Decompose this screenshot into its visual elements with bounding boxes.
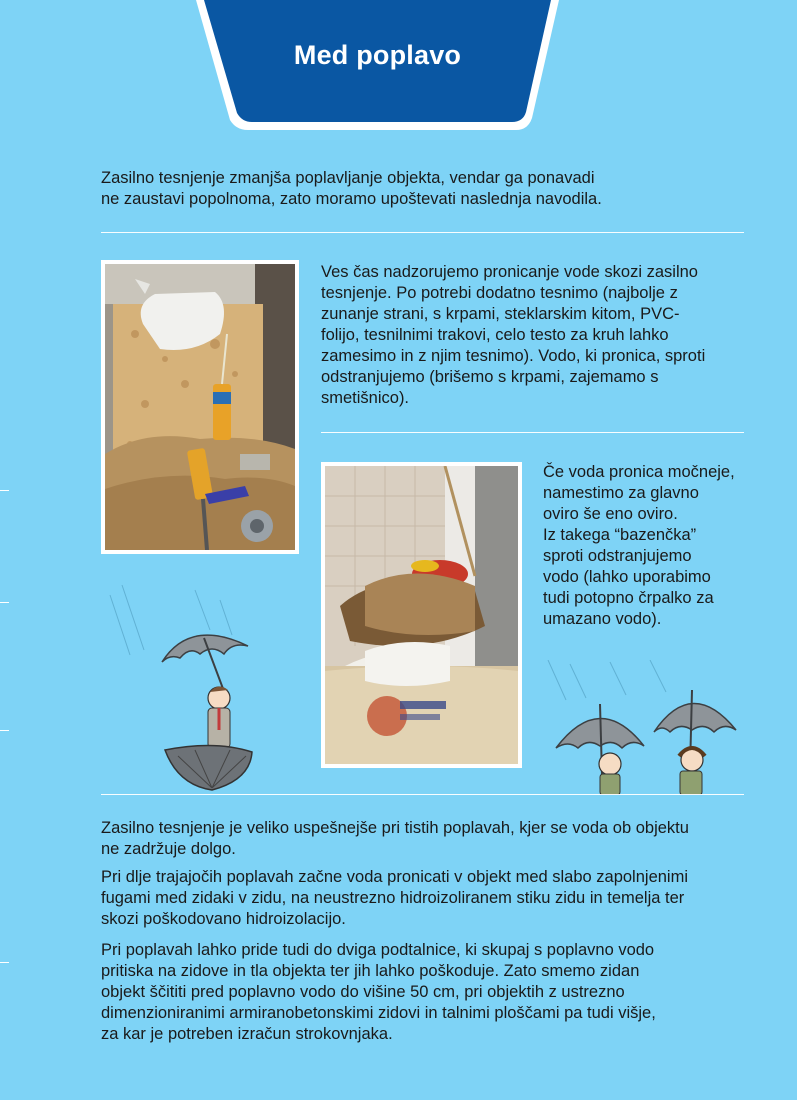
photo-secondary-barrier [321,462,522,768]
intro-line-2: ne zaustavi popolnoma, zato moramo upoštevati naslednja navodila. [101,190,602,208]
edge-mark [0,730,9,731]
section1-line: smetišnico). [321,389,410,407]
section1-line: tesnjenje. Po potrebi dodatno tesnimo (najbolje z [321,284,678,302]
photo-sandbags-sealant [101,260,299,554]
section2-line: Iz takega “bazenčka” [543,526,697,544]
page-title: Med poplavo [293,40,462,70]
bottom-p2-line: Pri dlje trajajočih poplavah začne voda pronicati v objekt med slabo zapolnjenimi [101,868,688,886]
section2-line: umazano vodo). [543,610,662,628]
bottom-p3-line: Pri poplavah lahko pride tudi do dviga podtalnice, ki skupaj s poplavno vodo [101,941,655,959]
bottom-p3-line: za kar je potreben izračun strokovnjaka. [101,1025,393,1043]
bottom-p3-line: objekt ščititi pred poplavno vodo do višine 50 cm, pri objektih z ustrezno [101,983,625,1001]
section1-line: zamesimo in z njim tesnimo). Vodo, ki pronica, sproti [321,347,706,365]
section2-line: vodo (lahko uporabimo [543,568,711,586]
bottom-p1-line: ne zadržuje dolgo. [101,840,236,858]
man-umbrella-illustration [100,580,260,795]
bottom-p2-line: fugami med zidaki v zidu, na neustrezno hidroizoliranem stiku zidu in temelja ter [101,889,685,907]
section2-line: namestimo za glavno [543,484,699,502]
section1-line: odstranjujemo (brišemo s krpami, zajemamo s [321,368,659,386]
section1-line: folijo, tesnilnimi trakovi, celo testo za kruh lahko [321,326,669,344]
bottom-p3-line: pritiska na zidove in tla objekta ter jih lahko poškoduje. Zato smemo zidan [101,962,640,980]
bottom-p3-line: dimenzioniranimi armiranobetonskimi zidovi in talnimi ploščami pa tudi višje, [101,1004,656,1022]
section2-line: Če voda pronica močneje, [543,463,735,481]
section2-line: oviro še eno oviro. [543,505,678,523]
edge-mark [0,602,9,603]
couple-umbrellas-illustration [540,660,745,795]
divider-top [101,232,744,233]
edge-mark [0,490,9,491]
bottom-p1-line: Zasilno tesnjenje je veliko uspešnejše pri tistih poplavah, kjer se voda ob objektu [101,819,689,837]
section1-line: zunanje strani, s krpami, steklarskim kitom, PVC- [321,305,680,323]
edge-mark [0,962,9,963]
divider-bottom [101,794,744,795]
section2-line: sproti odstranjujemo [543,547,692,565]
intro-line-1: Zasilno tesnjenje zmanjša poplavljanje objekta, vendar ga ponavadi [101,169,595,187]
divider-mid [321,432,744,433]
section1-line: Ves čas nadzorujemo pronicanje vode skozi zasilno [321,263,698,281]
bottom-p2-line: skozi poškodovano hidroizolacijo. [101,910,346,928]
section2-line: tudi potopno črpalko za [543,589,714,607]
